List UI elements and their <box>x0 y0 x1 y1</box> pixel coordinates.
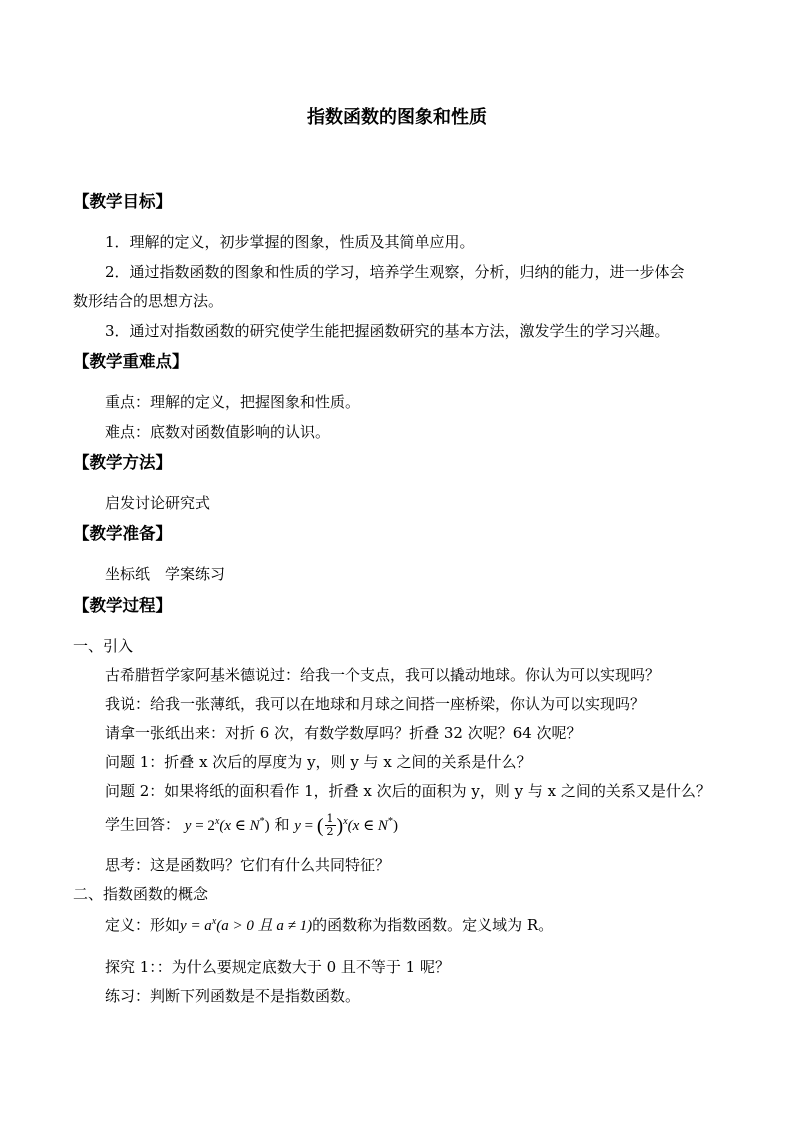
prep-text: 坐标纸 学案练习 <box>105 565 226 583</box>
answer-label: 学生回答： <box>105 815 181 834</box>
formula-power-of-half: y = ( $\frac{1}{2}$ )$^x$(x ∈ N*) <box>294 812 398 838</box>
intro-heading: 一、引入 <box>73 637 134 655</box>
section-heading-process: 【教学过程】 <box>73 596 172 615</box>
methods-text: 启发讨论研究式 <box>105 494 211 512</box>
page-title: 指数函数的图象和性质 <box>307 107 487 128</box>
goal-item-2-cont: 数形结合的思想方法。 <box>73 292 224 310</box>
intro-question-1: 问题 1：折叠 x 次后的厚度为 y，则 y 与 x 之间的关系是什么？ <box>105 753 532 771</box>
concept-practice: 练习：判断下列函数是不是指数函数。 <box>105 987 361 1005</box>
section-heading-methods: 【教学方法】 <box>73 453 172 472</box>
intro-line-2: 我说：给我一张薄纸，我可以在地球和月球之间搭一座桥梁，你认为可以实现吗？ <box>105 695 646 713</box>
answer-and: 和 <box>274 815 290 834</box>
keypoint-difficulty: 难点：底数对函数值影响的认识。 <box>105 423 331 441</box>
section-heading-prep: 【教学准备】 <box>73 524 172 543</box>
goal-item-2: 2．通过指数函数的图象和性质的学习，培养学生观察，分析，归纳的能力，进一步体会 <box>105 263 685 281</box>
concept-heading: 二、指数函数的概念 <box>73 885 209 903</box>
fraction-one-half: $\frac{1}{2}$ <box>326 812 334 838</box>
concept-definition: 定义：形如$y = a^x(a > 0$ 且 a ≠ 1)的函数称为指数函数。定义域为 R。 <box>105 916 554 934</box>
goal-item-1: 1．理解的定义，初步掌握的图象，性质及其简单应用。 <box>105 233 475 251</box>
intro-line-3: 请拿一张纸出来：对折 6 次，有数学数厚吗？折叠 32 次呢？64 次呢？ <box>105 724 582 742</box>
concept-explore-1: 探究 1：：为什么要规定底数大于 0 且不等于 1 呢？ <box>105 958 450 976</box>
goal-item-3: 3．通过对指数函数的研究使学生能把握函数研究的基本方法，激发学生的学习兴趣。 <box>105 322 670 340</box>
formula-power-of-two: $y = 2^x(x$ ∈ N*) <box>184 815 270 834</box>
keypoint-focus: 重点：理解的定义，把握图象和性质。 <box>105 393 361 411</box>
student-answer-line <box>105 813 398 838</box>
intro-line-1: 古希腊哲学家阿基米德说过：给我一个支点，我可以撬动地球。你认为可以实现吗？ <box>105 666 661 684</box>
section-heading-goals: 【教学目标】 <box>73 192 172 211</box>
formula-exponential-definition: $y = a^x(a > 0$ 且 a ≠ 1) <box>180 916 313 934</box>
intro-think: 思考：这是函数吗？它们有什么共同特征？ <box>105 856 391 874</box>
intro-question-2: 问题 2：如果将纸的面积看作 1，折叠 x 次后的面积为 y，则 y 与 x 之间的关系又是什么？ <box>105 782 711 800</box>
section-heading-keypoints: 【教学重难点】 <box>73 352 189 371</box>
